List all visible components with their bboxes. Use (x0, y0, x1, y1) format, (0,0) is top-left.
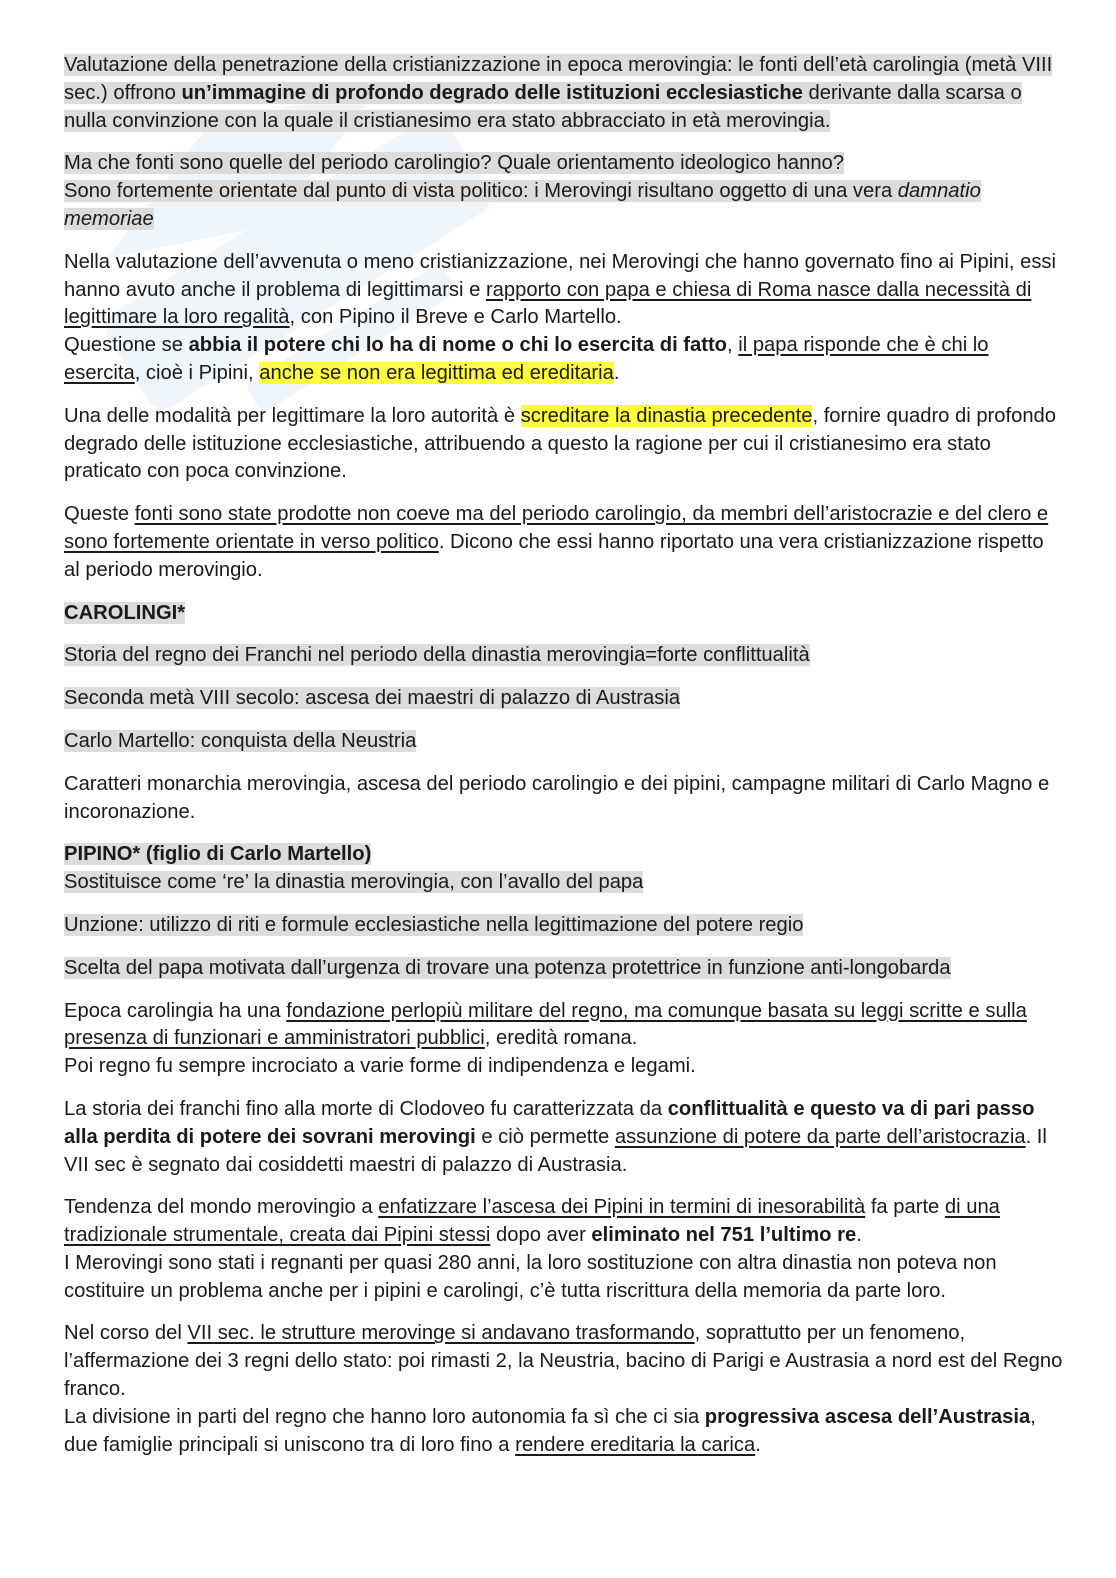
paragraph-epoca-carolingia: Epoca carolingia ha una fondazione perlopiù militare del regno, ma comunque basata su leggi scritte e sulla presenza di funzionari e amministratori pubblici, eredità romana. Poi regno fu sempre incrociato a varie forme di indipendenza e legami. (64, 999, 1027, 1078)
list-item: Unzione: utilizzo di riti e formule ecclesiastiche nella legittimazione del potere regio (64, 913, 804, 936)
list-item: Sostituisce come ‘re’ la dinastia merovingia, con l’avallo del papa (64, 871, 644, 894)
paragraph-vii-secolo: Nel corso del VII sec. le strutture merovinge si andavano trasformando, soprattutto per un fenomeno, l’affermazione dei 3 regni dello stato: poi rimasti 2, la Neustria, bacino di Parigi e Austrasia a nord est del Regno franco. La divisione in parti del regno che hanno loro autonomia fa sì che ci sia progressiva ascesa dell’Austrasia, due famiglie principali si uniscono tra di loro fino a rendere ereditaria la carica. (64, 1322, 1063, 1456)
list-item: Seconda metà VIII secolo: ascesa dei maestri di palazzo di Austrasia (64, 687, 681, 710)
paragraph-cristianizzazione: Valutazione della penetrazione della cristianizzazione in epoca merovingia: le fonti dell’età carolingia (metà VIII sec.) offrono un’immagine di profondo degrado delle istituzioni ecclesiastiche derivante dalla scarsa o nulla convinzione con la quale il cristianesimo era stato abbracciato in età merovingia. (64, 54, 1053, 132)
heading-carolingi: CAROLINGI* (64, 601, 186, 624)
list-item: Scelta del papa motivata dall’urgenza di trovare una potenza protettrice in funzione anti-longobarda (64, 956, 951, 979)
paragraph-fonti-carolingie: Ma che fonti sono quelle del periodo carolingio? Quale orientamento ideologico hanno? Sono fortemente orientate dal punto di vista politico: i Merovingi risultano oggetto di una vera damnatio memoriae (64, 152, 981, 230)
paragraph-fonti-orientate: Queste fonti sono state prodotte non coeve ma del periodo carolingio, da membri dell’aristocrazie e del clero e sono fortemente orientate in verso politico. Dicono che essi hanno riportato una vera cristianizzazione rispetto al periodo merovingio. (64, 503, 1049, 581)
paragraph-storia-franchi: La storia dei franchi fino alla morte di Clodoveo fu caratterizzata da conflittualità e questo va di pari passo alla perdita di potere dei sovrani merovingi e ciò permette assunzione di potere da parte dell’aristocrazia. Il VII sec è segnato dai cosiddetti maestri di palazzo di Austrasia. (64, 1097, 1047, 1176)
document-page (64, 52, 1064, 1474)
paragraph-legittimazione: Nella valutazione dell’avvenuta o meno cristianizzazione, nei Merovingi che hanno governato fino ai Pipini, essi hanno avuto anche il problema di legittimarsi e rapporto con papa e chiesa di Roma nasce dalla necessità di legittimare la loro regalità, con Pipino il Breve e Carlo Martello. Questione se abbia il potere chi lo ha di nome o chi lo esercita di fatto, il papa risponde che è chi lo esercita, cioè i Pipini, anche se non era legittima ed ereditaria. (64, 250, 1057, 384)
paragraph-caratteri-monarchia: Caratteri monarchia merovingia, ascesa del periodo carolingio e dei pipini, campagne militari di Carlo Magno e incoronazione. (64, 772, 1050, 823)
paragraph-tendenza-merovingia: Tendenza del mondo merovingio a enfatizzare l’ascesa dei Pipini in termini di inesorabilità fa parte di una tradizionale strumentale, creata dai Pipini stessi dopo aver eliminato nel 751 l’ultimo re. I Merovingi sono stati i regnanti per quasi 280 anni, la loro sostituzione con altra dinastia non poteva non costituire un problema anche per i pipini e carolingi, c’è tutta riscrittura della memoria da parte loro. (64, 1196, 1000, 1302)
paragraph-screditare: Una delle modalità per legittimare la loro autorità è screditare la dinastia precedente, fornire quadro di profondo degrado delle istituzione ecclesiastiche, attribuendo a questo la ragione per cui il cristianesimo era stato praticato con poca convinzione. (64, 404, 1057, 483)
list-item: Carlo Martello: conquista della Neustria (64, 729, 417, 752)
heading-pipino: PIPINO* (figlio di Carlo Martello) (64, 843, 372, 866)
list-item: Storia del regno dei Franchi nel periodo della dinastia merovingia=forte conflittualità (64, 644, 810, 667)
